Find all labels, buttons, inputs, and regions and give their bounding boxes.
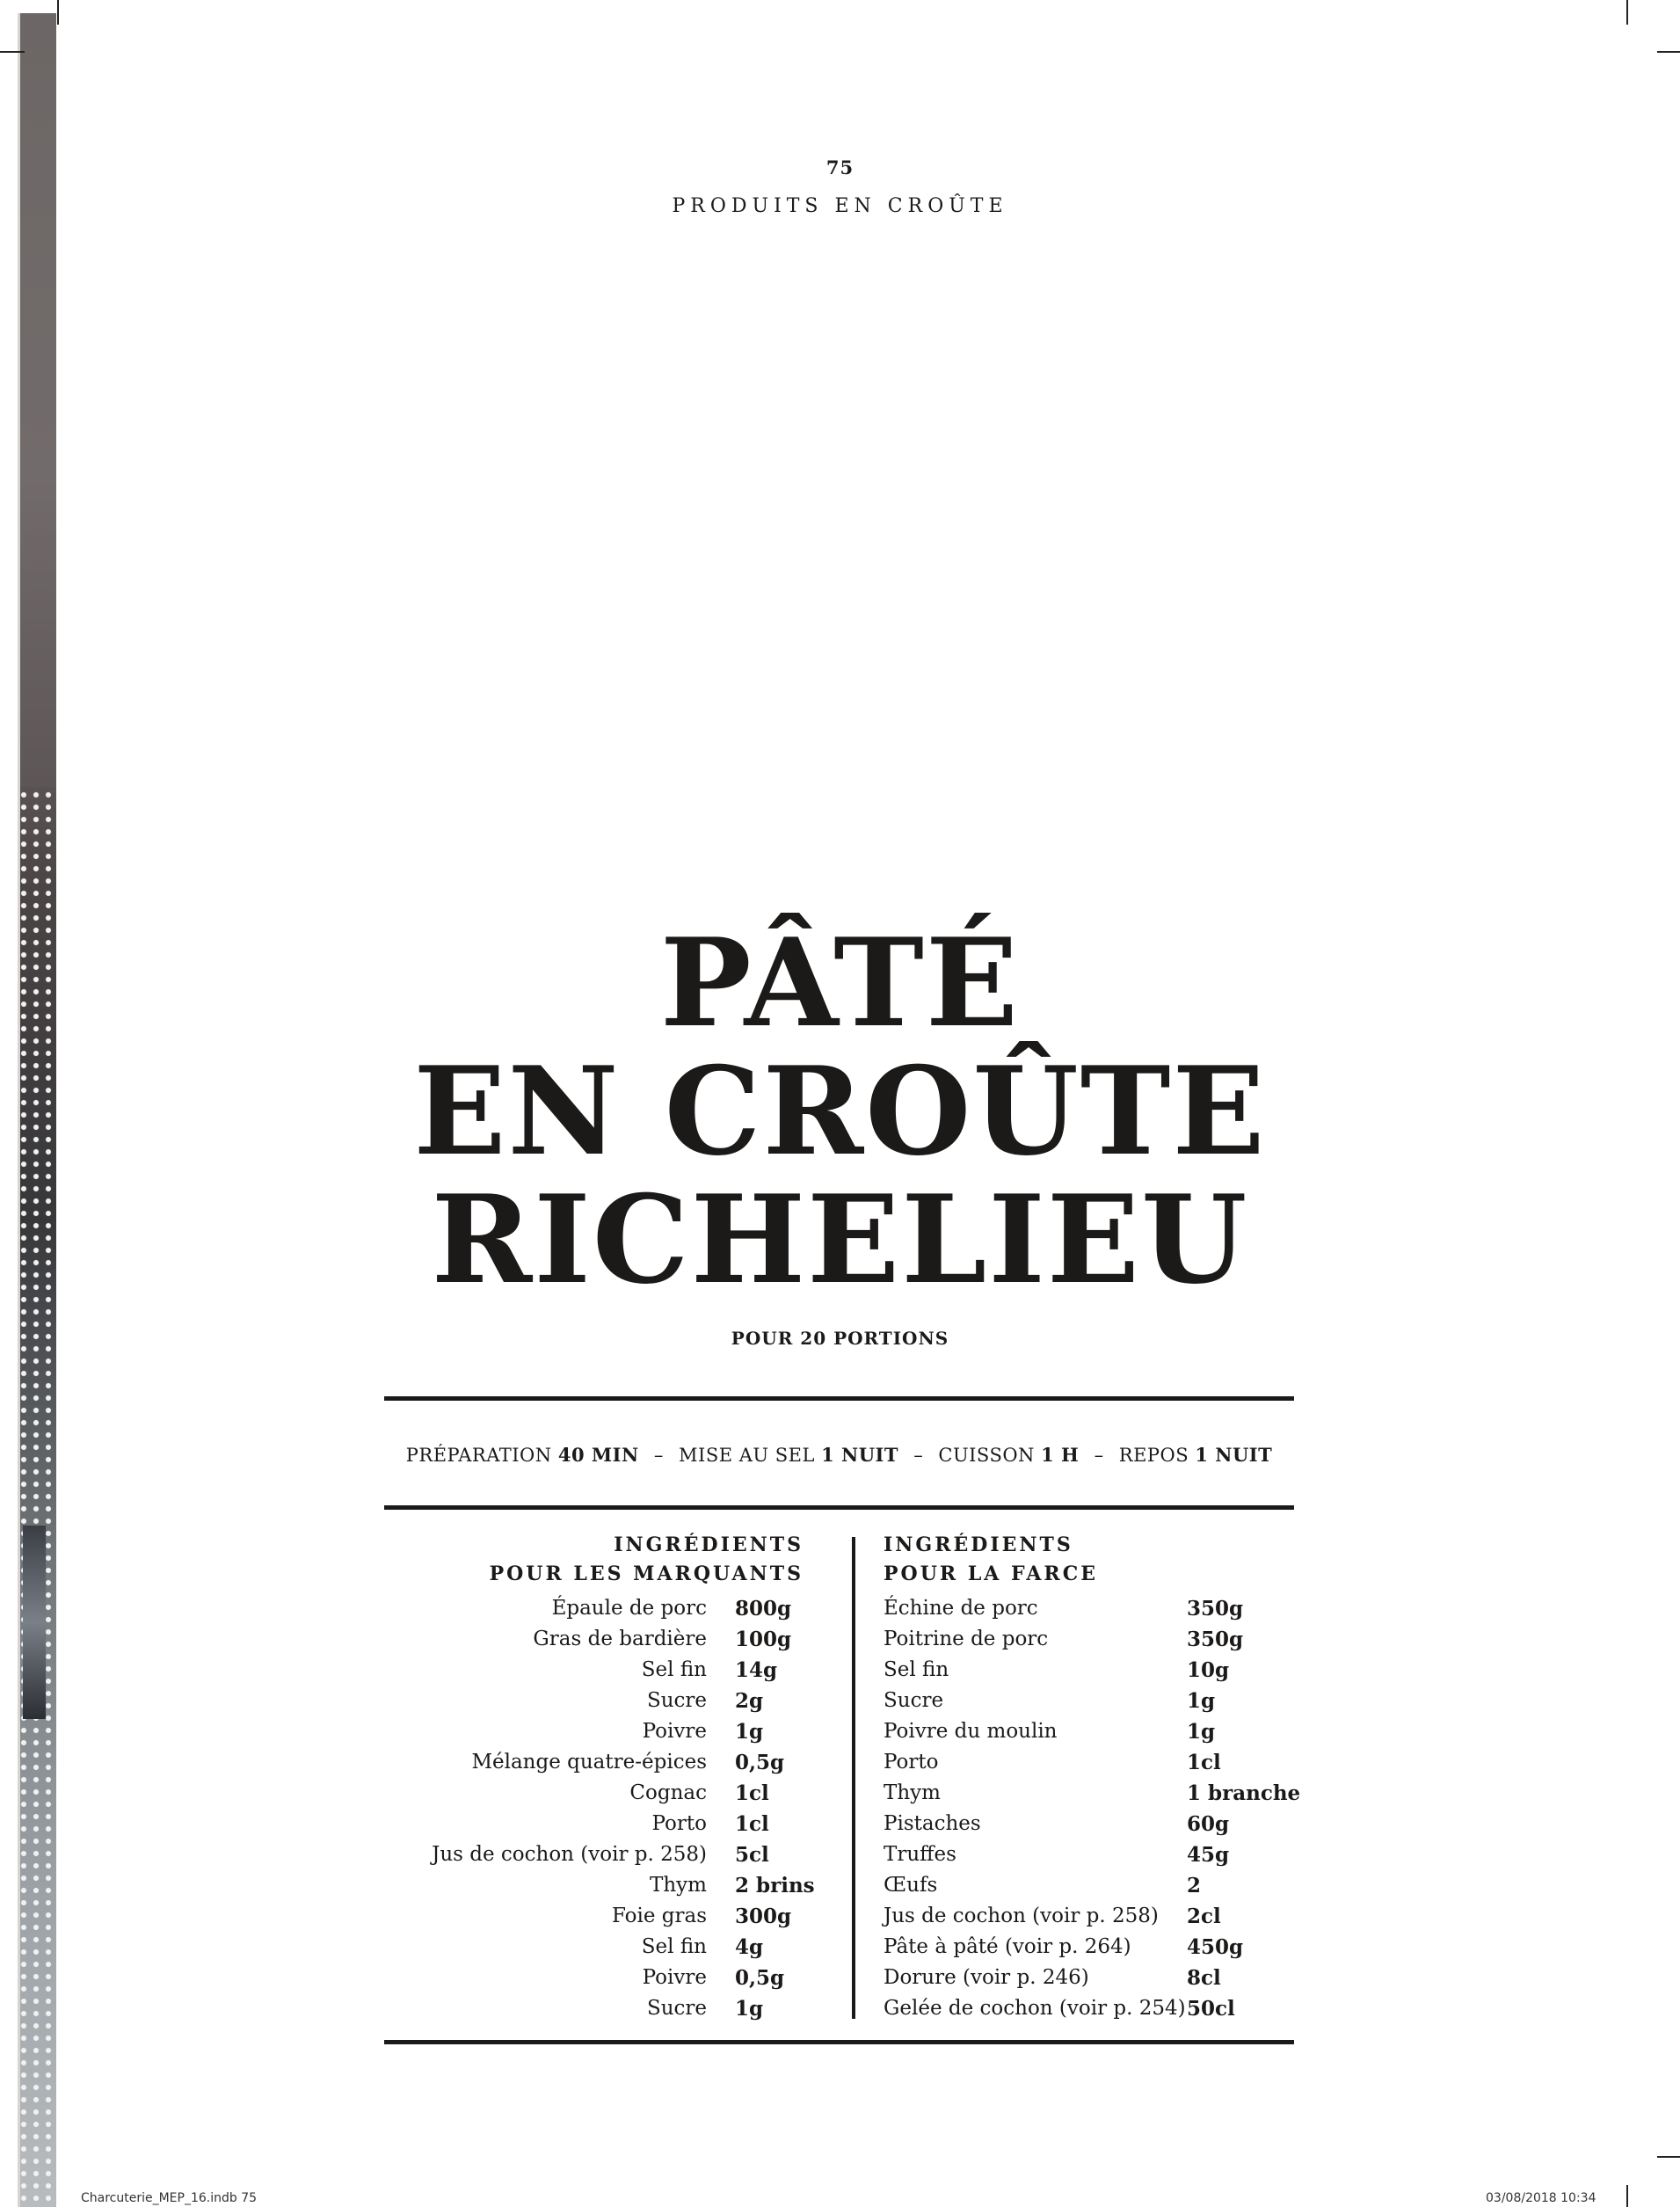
ingredient-row [0,1993,1680,2024]
ingredient-name: Porto [651,1812,707,1835]
crop-mark-top-right-h [1657,51,1680,53]
ingredient-name: Sucre [646,1689,707,1712]
photo-bleed-top [18,13,56,787]
ingredient-row [0,1686,1680,1716]
ingredient-name: Jus de cochon (voir p. 258) [884,1905,1159,1927]
ingredient-quantity: 1cl [1187,1751,1221,1774]
ingredient-name: Poitrine de porc [884,1628,1049,1650]
ingredient-row [0,1716,1680,1747]
ingredient-quantity: 350g [1187,1628,1244,1651]
ingredient-name: Sel fin [641,1658,707,1681]
ingredient-name: Épaule de porc [551,1597,707,1620]
crop-mark-bottom-right-v [1626,2185,1628,2207]
recipe-title-line-2: EN CROÛTE [413,1039,1267,1183]
cook-value: 1 H [1041,1444,1080,1466]
ingredient-row [0,1963,1680,1993]
ingredient-row [0,1778,1680,1809]
page-number: 75 [825,157,855,178]
marquants-heading [490,1531,804,1589]
rule-bottom [384,2040,1294,2044]
ingredient-row [0,1593,1680,1624]
ingredient-row [0,1870,1680,1901]
ingredient-quantity: 0,5g [735,1966,785,1990]
rest-value: 1 NUIT [1195,1444,1273,1466]
ingredient-name: Sucre [884,1689,944,1712]
ingredient-name: Pâte à pâté (voir p. 264) [884,1935,1131,1958]
ingredient-name: Sucre [646,1997,707,2020]
ingredient-name: Mélange quatre-épices [471,1751,707,1774]
ingredient-quantity: 1cl [735,1781,769,1805]
farce-heading [884,1531,1098,1589]
ingredient-name: Porto [884,1751,939,1774]
ingredient-quantity: 2 [1187,1874,1202,1897]
ingredient-quantity: 1 branche [1187,1781,1301,1805]
marquants-heading-line-1: INGRÉDIENTS [614,1533,804,1556]
section-title: PRODUITS EN CROÛTE [672,195,1008,217]
ingredient-quantity: 45g [1187,1843,1230,1867]
timing-separator: – [913,1445,924,1466]
ingredient-name: Dorure (voir p. 246) [884,1966,1089,1989]
ingredient-name: Poivre du moulin [884,1720,1058,1743]
ingredient-name: Jus de cochon (voir p. 258) [432,1843,707,1866]
ingredient-quantity: 1g [1187,1689,1216,1713]
ingredient-row [0,1809,1680,1839]
ingredient-row [0,1747,1680,1778]
rest-label: REPOS [1118,1445,1189,1466]
crop-mark-top-left-v [57,0,59,25]
salt-value: 1 NUIT [821,1444,898,1466]
ingredient-quantity: 2g [735,1689,764,1713]
ingredient-name: Gelée de cochon (voir p. 254) [884,1997,1186,2020]
farce-heading-line-1: INGRÉDIENTS [884,1533,1073,1556]
ingredient-quantity: 1cl [735,1812,769,1836]
ingredient-row [0,1655,1680,1686]
ingredient-quantity: 1g [735,1997,764,2021]
slug-file: Charcuterie_MEP_16.indb 75 [81,2191,258,2205]
timing-line [384,1444,1294,1466]
prep-label: PRÉPARATION [405,1445,552,1466]
ingredient-row [0,1839,1680,1870]
ingredient-quantity: 5cl [735,1843,769,1867]
ingredient-quantity: 4g [735,1935,764,1959]
marquants-heading-line-2: POUR LES MARQUANTS [489,1562,804,1585]
ingredient-name: Échine de porc [884,1597,1038,1620]
ingredient-name: Poivre [642,1966,707,1989]
ingredient-name: Poivre [642,1720,707,1743]
timing-separator: – [1094,1445,1104,1466]
ingredient-quantity: 0,5g [735,1751,785,1774]
ingredient-quantity: 300g [735,1905,792,1928]
ingredient-quantity: 800g [735,1597,792,1621]
ingredient-row [0,1624,1680,1655]
ingredient-row [0,1901,1680,1932]
portions: POUR 20 PORTIONS [731,1328,949,1349]
ingredient-quantity: 450g [1187,1935,1244,1959]
rule-middle [384,1505,1294,1510]
ingredient-name: Sel fin [641,1935,707,1958]
prep-value: 40 MIN [557,1444,639,1466]
recipe-title [0,911,1680,1311]
ingredient-name: Truffes [884,1843,956,1866]
recipe-title-line-3: RICHELIEU [431,1168,1249,1311]
ingredient-name: Œufs [884,1874,938,1897]
ingredient-quantity: 14g [735,1658,778,1682]
farce-list [0,1593,1680,2024]
ingredient-quantity: 1g [1187,1720,1216,1744]
ingredient-name: Thym [650,1874,707,1897]
cook-label: CUISSON [938,1445,1035,1466]
recipe-title-line-1: PÂTÉ [659,911,1021,1054]
ingredient-quantity: 2cl [1187,1905,1221,1928]
ingredient-quantity: 50cl [1187,1997,1235,2021]
rule-top [384,1396,1294,1401]
ingredient-quantity: 8cl [1187,1966,1221,1990]
ingredient-quantity: 60g [1187,1812,1230,1836]
ingredient-quantity: 350g [1187,1597,1244,1621]
timing-separator: – [653,1445,664,1466]
farce-heading-line-2: POUR LA FARCE [884,1562,1098,1585]
ingredient-name: Thym [884,1781,941,1804]
ingredient-name: Pistaches [884,1812,981,1835]
ingredient-quantity: 2 brins [735,1874,815,1897]
ingredient-row [0,1932,1680,1963]
ingredient-name: Foie gras [611,1905,707,1927]
crop-mark-top-left-h [0,51,25,53]
ingredient-quantity: 10g [1187,1658,1230,1682]
salt-label: MISE AU SEL [679,1445,815,1466]
slug-date: 03/08/2018 10:34 [1486,2191,1596,2205]
ingredient-quantity: 100g [735,1628,792,1651]
crop-mark-bottom-right-h [1657,2156,1680,2158]
ingredient-name: Gras de bardière [533,1628,707,1650]
ingredient-quantity: 1g [735,1720,764,1744]
ingredient-name: Cognac [629,1781,707,1804]
ingredient-name: Sel fin [884,1658,949,1681]
crop-mark-top-right-v [1626,0,1628,25]
